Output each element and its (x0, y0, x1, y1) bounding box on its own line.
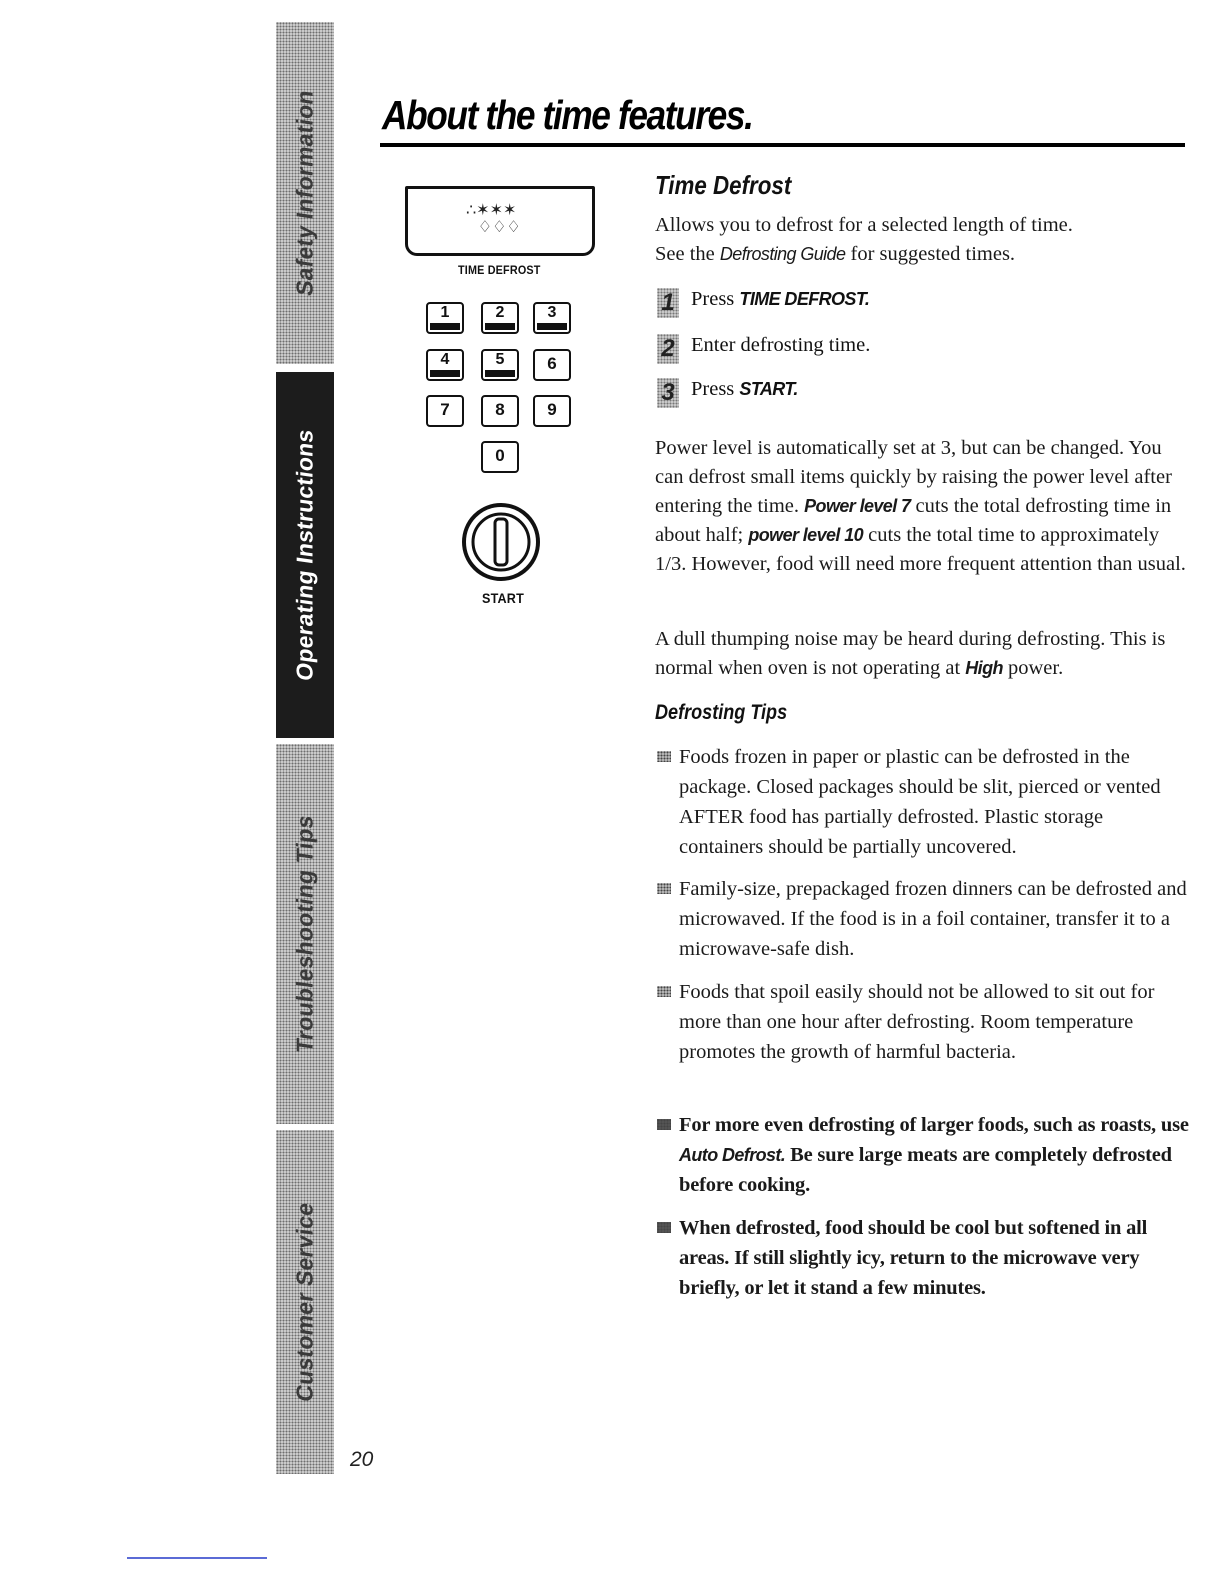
intro-paragraph (655, 211, 1073, 269)
key-digit: 9 (547, 400, 557, 419)
tab-label: Troubleshooting Tips (291, 813, 318, 1055)
tip-item (655, 1213, 1190, 1303)
square-bullet-icon (657, 986, 671, 997)
square-bullet-icon (657, 883, 671, 894)
text-run: Power level is automatically set at 3, but can be changed. You can defrost small items quickly by raising the power level after entering the time. (655, 437, 1172, 517)
key-digit: 0 (495, 446, 505, 465)
key-sub-label (430, 323, 460, 330)
intro-line-2-suffix: for suggested times. (845, 243, 1016, 265)
tip-text: Family-size, prepackaged frozen dinners can be defrosted and microwaved. If the food is in a foil container, transfer it to a microwave-safe dish. (679, 878, 1187, 960)
step-instruction: Press (691, 288, 740, 310)
square-bullet-icon (657, 751, 671, 762)
text-run: For more even defrosting of larger foods, such as roasts, use (679, 1114, 1189, 1136)
title-rule (380, 143, 1185, 147)
display-window (405, 186, 595, 256)
bottom-underline-artifact (127, 1557, 267, 1559)
key-sub-label (430, 370, 460, 377)
step-number-badge: 2 (657, 334, 679, 364)
defrosting-guide-reference: Defrosting Guide (719, 244, 846, 264)
tab-safety-information[interactable] (276, 22, 334, 364)
intro-line-2-prefix: See the (655, 243, 720, 265)
step-key-name: TIME DEFROST. (739, 289, 870, 309)
key-sub-label (537, 323, 567, 330)
step-text (691, 288, 869, 311)
start-button[interactable] (455, 503, 547, 581)
defrost-display-icon (466, 201, 521, 235)
key-digit: 4 (440, 351, 450, 368)
start-pad-label: START (482, 590, 524, 606)
tip-text: Foods that spoil easily should not be allowed to sit out for more than one hour after defrosting. Room temperature promotes the growth of harmful bacteria. (679, 981, 1155, 1063)
key-digit: 3 (547, 304, 557, 321)
tab-label: Customer Service (291, 1200, 318, 1404)
section-heading-defrosting-tips: Defrosting Tips (655, 701, 788, 724)
step-key-name: START. (739, 379, 798, 399)
keypad-key-6[interactable] (533, 349, 571, 381)
keypad-key-8[interactable] (481, 395, 519, 427)
step-number-badge: 1 (657, 288, 679, 318)
power-level-10: power level 10 (748, 525, 864, 545)
section-heading-time-defrost: Time Defrost (655, 170, 792, 200)
high-power: High (965, 658, 1003, 678)
time-defrost-pad-label: TIME DEFROST (458, 263, 541, 277)
tip-item (655, 977, 1190, 1067)
key-sub-label (485, 370, 515, 377)
key-digit: 2 (495, 304, 505, 321)
keypad-key-9[interactable] (533, 395, 571, 427)
noise-paragraph (655, 625, 1190, 683)
text-run: cuts the total defrosting time in about half; (655, 495, 1172, 546)
auto-defrost-reference: Auto Defrost. (679, 1145, 786, 1165)
keypad-key-0[interactable] (481, 441, 519, 473)
text-run: cuts the total time to approximately 1/3. However, food will need more frequent attention than usual. (655, 524, 1186, 575)
step-instruction: Press (691, 378, 740, 400)
tab-label: Operating Instructions (291, 427, 318, 683)
key-digit: 8 (495, 400, 505, 419)
key-digit: 6 (547, 354, 557, 373)
tab-customer-service[interactable] (276, 1130, 334, 1474)
power-level-7: Power level 7 (804, 496, 911, 516)
square-bullet-icon (657, 1119, 671, 1130)
tab-label: Safety Information (291, 88, 318, 298)
tip-text: When defrosted, food should be cool but softened in all areas. If still slightly icy, return to the microwave very briefly, or let it stand a few minutes. (679, 1217, 1148, 1299)
tip-item (655, 1110, 1190, 1200)
keypad-key-5[interactable] (481, 349, 519, 381)
tip-item (655, 742, 1190, 862)
keypad-key-7[interactable] (426, 395, 464, 427)
display-icon-bottom: ⠀♢♢♢ (466, 217, 521, 236)
power-level-paragraph (655, 434, 1190, 579)
intro-line-1: Allows you to defrost for a selected length of time. (655, 214, 1073, 236)
keypad-key-4[interactable] (426, 349, 464, 381)
section-tab-strip (276, 22, 334, 1474)
tip-item (655, 874, 1190, 964)
keypad-key-2[interactable] (481, 302, 519, 334)
key-digit: 7 (440, 400, 450, 419)
page-title: About the time features. (382, 92, 753, 138)
text-run: A dull thumping noise may be heard during defrosting. This is normal when oven is not operating at (655, 628, 1166, 679)
keypad-key-3[interactable] (533, 302, 571, 334)
key-digit: 5 (495, 351, 505, 368)
display-icon-top: ∴✶✶✶ (466, 200, 517, 219)
text-run: Be sure large meats are completely defrosted before cooking. (679, 1144, 1172, 1196)
step-text (691, 334, 870, 357)
text-run: power. (1002, 657, 1064, 679)
tip-text: Foods frozen in paper or plastic can be defrosted in the package. Closed packages should be slit, pierced or vented AFTER food has partially defrosted. Plastic storage containers should be partially uncovered. (679, 746, 1161, 858)
step-instruction: Enter defrosting time. (691, 334, 871, 356)
step-text (691, 378, 798, 401)
tab-operating-instructions[interactable] (276, 372, 334, 738)
tip-text (679, 1110, 1190, 1200)
keypad-key-1[interactable] (426, 302, 464, 334)
key-sub-label (485, 323, 515, 330)
key-digit: 1 (440, 304, 450, 321)
square-bullet-icon (657, 1222, 671, 1233)
tab-troubleshooting-tips[interactable] (276, 744, 334, 1124)
step-number-badge: 3 (657, 378, 679, 408)
page-number: 20 (350, 1448, 374, 1471)
